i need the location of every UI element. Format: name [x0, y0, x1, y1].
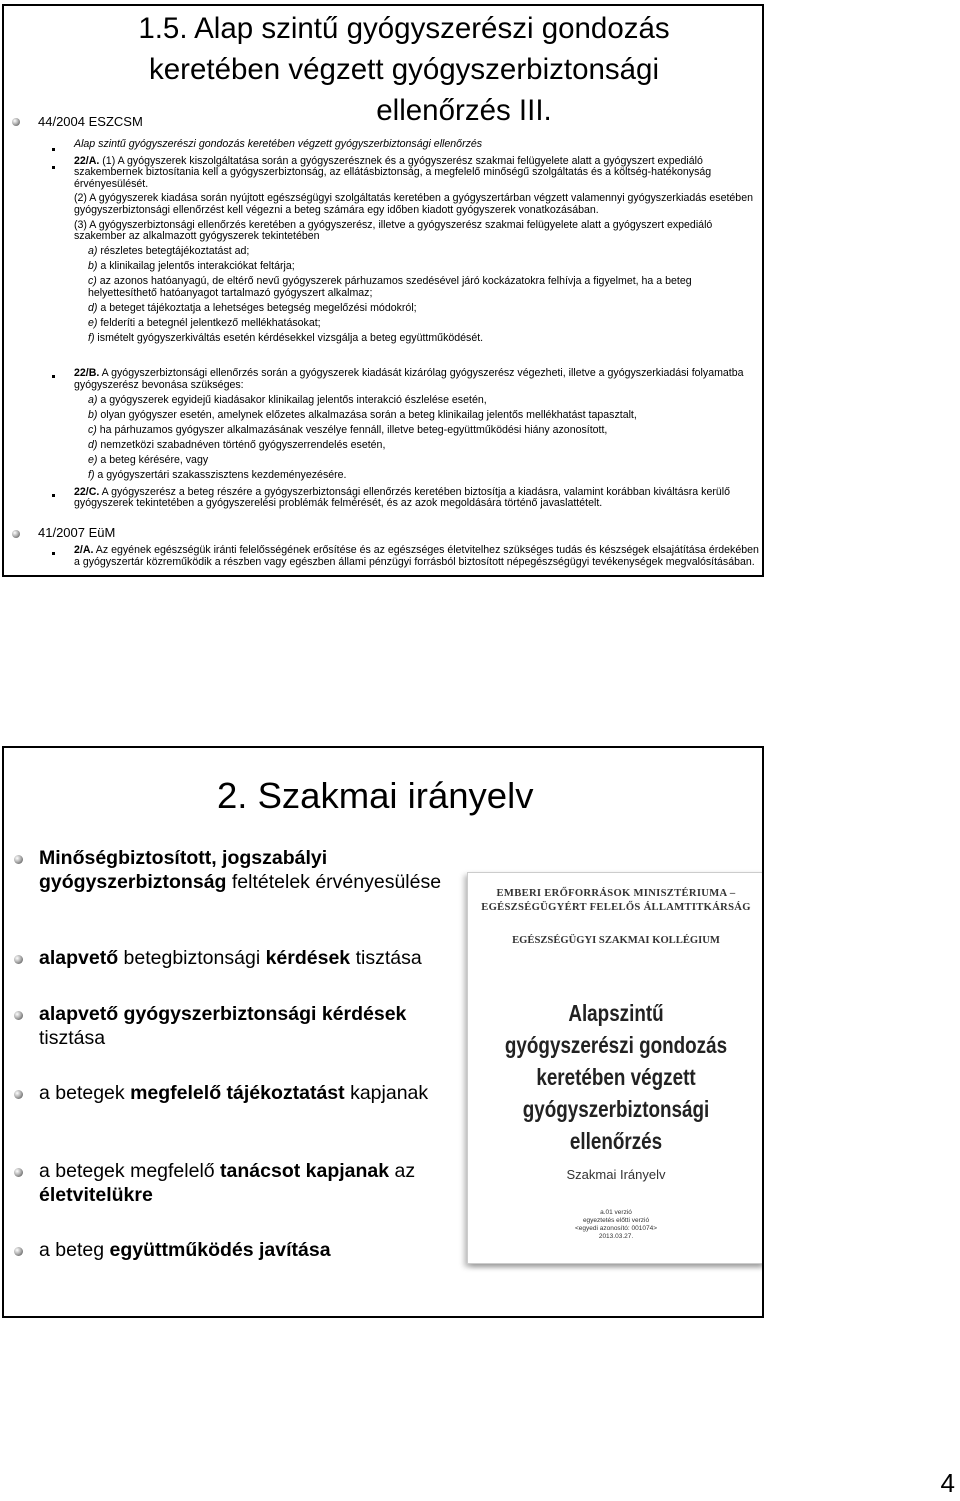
bullet-icon — [14, 1011, 23, 1020]
list-item-key: c) — [88, 275, 97, 288]
cover-title — [495, 997, 738, 1157]
bold-text: alapvető — [39, 947, 119, 969]
bullet-icon — [14, 1090, 23, 1099]
list-item-key: c) — [88, 423, 97, 436]
title-line-1: 1.5. Alap szintű gyógyszerészi gondozás — [138, 12, 670, 45]
list-item-text: a klinikailag jelentős interakciókat feltárja; — [97, 260, 295, 273]
list-item-key: a) — [88, 245, 98, 258]
title-line-3: ellenőrzés III. — [376, 94, 552, 127]
cover-college: EGÉSZSÉGÜGYI SZAKMAI KOLLÉGIUM — [512, 935, 720, 946]
list-item — [74, 246, 760, 258]
bold-text: Minőségbiztosított, jogszabályi gyógyszerbiztonság — [39, 847, 328, 893]
text: tisztása — [350, 947, 422, 969]
list-22a — [74, 246, 760, 345]
text: a betegek megfelelő — [39, 1160, 221, 1182]
paragraph-22c — [74, 487, 760, 510]
list-item-text: a beteget tájékoztatja a lehetséges betegség megelőzési módokról; — [97, 302, 417, 315]
text: betegbiztonsági — [118, 947, 266, 969]
paragraph-text: A gyógyszerész a beteg részére a gyógyszerbiztonsági ellenőrzés keretében biztosítja a kiadásra, valamint korábban kiváltásra kerülő gyógyszerek tekintetében a gyógyszerelési problémák felmérését, és az azok megoldására történő javaslattételt. — [74, 485, 730, 510]
list-item-key: d) — [88, 302, 98, 315]
list-item-text: ismételt gyógyszerkiváltás esetén kérdésekkel vizsgálja a beteg együttműködését. — [94, 332, 484, 345]
paragraph-22a-3: (3) A gyógyszerbiztonsági ellenőrzés keretében a gyógyszerész, illetve a gyógyszerész szakmai felügyelete alatt a gyógyszert expediáló szakember az alkalmazott gyógyszerek tekintetében — [74, 218, 713, 243]
bullet-patient-info — [39, 1082, 469, 1106]
paragraph-label: 22/C. — [74, 485, 100, 498]
bullet-lifestyle-advice — [39, 1160, 469, 1207]
cover-title-line: ellenőrzés — [569, 1128, 663, 1154]
bold-text: megfelelő tájékoztatást — [130, 1082, 345, 1104]
bold-text: életvitelükre — [39, 1183, 153, 1206]
bold-text: kérdések — [265, 947, 351, 969]
cover-version-line: 2013.03.27. — [598, 1233, 634, 1240]
law-reference-2: 41/2007 EüM — [38, 525, 116, 540]
cover-title-line: gyógyszerbiztonsági — [522, 1096, 710, 1122]
bullet-drug-safety — [39, 1003, 469, 1050]
cover-version-line: a.01 verzió — [600, 1209, 632, 1216]
list-item-text: a gyógyszertári szakasszisztens kezdeményezésére. — [94, 469, 347, 482]
paragraph-2a — [74, 545, 760, 568]
cover-title-line: keretében végzett — [536, 1064, 696, 1090]
bullet-patient-safety — [39, 947, 469, 971]
list-item-key: f) — [88, 332, 95, 345]
slide-legal-text — [2, 4, 764, 577]
paragraph-label: 22/A. — [74, 154, 100, 167]
list-item-key: d) — [88, 438, 98, 451]
legal-text-block — [74, 139, 760, 345]
cover-ministry-header — [468, 873, 764, 915]
slide2-title: 2. Szakmai irányelv — [217, 775, 534, 816]
bullet-icon — [14, 1168, 23, 1177]
list-item — [74, 470, 760, 482]
cover-version-line: egyeztetés előtti verzió — [582, 1217, 650, 1224]
paragraph-label: 22/B. — [74, 367, 100, 379]
cover-version-info — [468, 1209, 764, 1241]
paragraph-text: Az egyének egészségük iránti felelősségének erősítése és az egészséges életvitelhez szükséges tudás és készségek elsajátítása érdekében a gyógyszertár közreműködik a részben vagy egészben állami pénzügyi forrásból biztosított népegészségügyi tevékenységek megvalósításában. — [74, 544, 759, 568]
paragraph-22a-2: (2) A gyógyszerek kiadása során nyújtott egészségügyi szolgáltatás keretében a gyógyszertárban végzett valamennyi gyógyszerkiadás esetében gyógyszerbiztonsági ellenőrzést kell végezni a beteg számára egy időben kiadott gyógyszerek vonatkozásában. — [74, 192, 753, 216]
list-item-text: felderíti a betegnél jelentkező mellékhatásokat; — [97, 317, 321, 330]
list-item — [74, 261, 760, 273]
bold-text: tanácsot kapjanak — [220, 1160, 390, 1182]
cover-title-line: Alapszintű — [568, 1000, 664, 1026]
square-bullet-icon — [52, 494, 55, 497]
list-item — [74, 395, 760, 407]
list-22b — [74, 395, 760, 482]
bold-text: alapvető gyógyszerbiztonsági kérdések — [39, 1003, 407, 1025]
list-item — [74, 440, 760, 452]
list-item-text: olyan gyógyszer esetén, amelynek előzetes alkalmazása során a beteg klinikailag jelentős mellékhatást tapasztalt, — [97, 408, 637, 421]
list-item-text: ha párhuzamos gyógyszer alkalmazásának veszélye fennáll, illetve beteg-együttműködési hiány azonosított, — [96, 423, 608, 436]
text: tisztása — [39, 1026, 106, 1049]
paragraph-22a-1 — [74, 156, 760, 191]
bullet-icon — [12, 530, 20, 538]
square-bullet-icon — [52, 552, 55, 555]
paragraph-text: A gyógyszerbiztonsági ellenőrzés során a gyógyszerek kiadását kizárólag gyógyszerész végezheti, illetve a gyógyszerkiadási folyamatba gyógyszerész bevonása szükséges: — [74, 367, 744, 391]
bullet-icon — [14, 955, 23, 964]
list-item-text: a beteg kérésére, vagy — [97, 454, 209, 467]
paragraph-22b — [74, 368, 760, 391]
legal-text-block-3 — [74, 545, 760, 568]
section-heading: Alap szintű gyógyszerészi gondozás keretében végzett gyógyszerbiztonsági ellenőrzés — [74, 138, 483, 150]
list-item-key: e) — [88, 454, 98, 467]
list-item — [74, 333, 760, 345]
list-item — [74, 455, 760, 467]
list-item-text: részletes betegtájékoztatást ad; — [97, 245, 250, 258]
cover-guideline-label: Szakmai Irányelv — [566, 1167, 666, 1182]
bullet-icon — [14, 1247, 23, 1256]
square-bullet-icon — [52, 375, 55, 378]
paragraph-text: (1) A gyógyszerek kiszolgáltatása során a gyógyszerésznek és a gyógyszerész szakmai felügyelete alatt a gyógyszert expediáló szakembernek biztosítania kell a gyógyszerbiztonság, az ellátásbiztonság, a megfelelő minőségű szolgáltatás és a költség-hatékonyság érvényesülését. — [74, 154, 712, 190]
list-item-key: a) — [88, 393, 98, 406]
list-item-key: b) — [88, 260, 98, 273]
guideline-cover-image — [467, 872, 764, 1264]
slide1-title — [64, 8, 744, 131]
bold-text: együttműködés javítása — [109, 1239, 331, 1261]
text: az — [389, 1160, 416, 1182]
bullet-icon — [12, 118, 20, 126]
cover-header-line: EGÉSZSÉGÜGYÉRT FELELŐS ÁLLAMTITKÁRSÁG — [481, 902, 751, 913]
list-item-key: b) — [88, 408, 98, 421]
list-item-key: e) — [88, 317, 98, 330]
legal-text-block-2 — [74, 368, 760, 510]
title-line-2: keretében végzett gyógyszerbiztonsági — [149, 53, 659, 86]
bullet-quality-assured — [39, 847, 469, 894]
paragraph-label: 2/A. — [74, 544, 94, 556]
text: feltételek érvényesülése — [226, 870, 442, 893]
cover-header-line: EMBERI ERŐFORRÁSOK MINISZTÉRIUMA – — [496, 888, 736, 899]
page-number: 4 — [940, 1468, 955, 1498]
list-item — [74, 318, 760, 330]
list-item-key: f) — [88, 469, 95, 482]
slide-professional-guideline — [2, 746, 764, 1318]
text: a betegek — [39, 1082, 131, 1104]
list-item-text: a gyógyszerek egyidejű kiadásakor klinikailag jelentős interakció észlelése esetén, — [97, 393, 487, 406]
text: kapjanak — [344, 1082, 429, 1104]
list-item — [74, 410, 760, 422]
cover-version-line: <egyedi azonosító: 001074> — [574, 1225, 658, 1232]
bullet-cooperation — [39, 1239, 469, 1263]
square-bullet-icon — [52, 148, 55, 151]
law-reference-1: 44/2004 ESZCSM — [38, 114, 143, 129]
list-item — [74, 425, 760, 437]
cover-title-line: gyógyszerészi gondozás — [504, 1032, 728, 1058]
square-bullet-icon — [52, 166, 55, 169]
list-item-text: az azonos hatóanyagú, de eltérő nevű gyógyszerek párhuzamos szedésével járó kockázatokra felhívja a figyelmet, ha a beteg helyettesíthető hatóanyagot tartalmazó gyógyszert alkalmaz; — [88, 275, 692, 300]
list-item — [74, 303, 760, 315]
text: a beteg — [39, 1239, 110, 1261]
bullet-icon — [14, 855, 23, 864]
list-item-text: nemzetközi szabadnéven történő gyógyszerrendelés esetén, — [97, 438, 386, 451]
list-item — [74, 276, 760, 299]
